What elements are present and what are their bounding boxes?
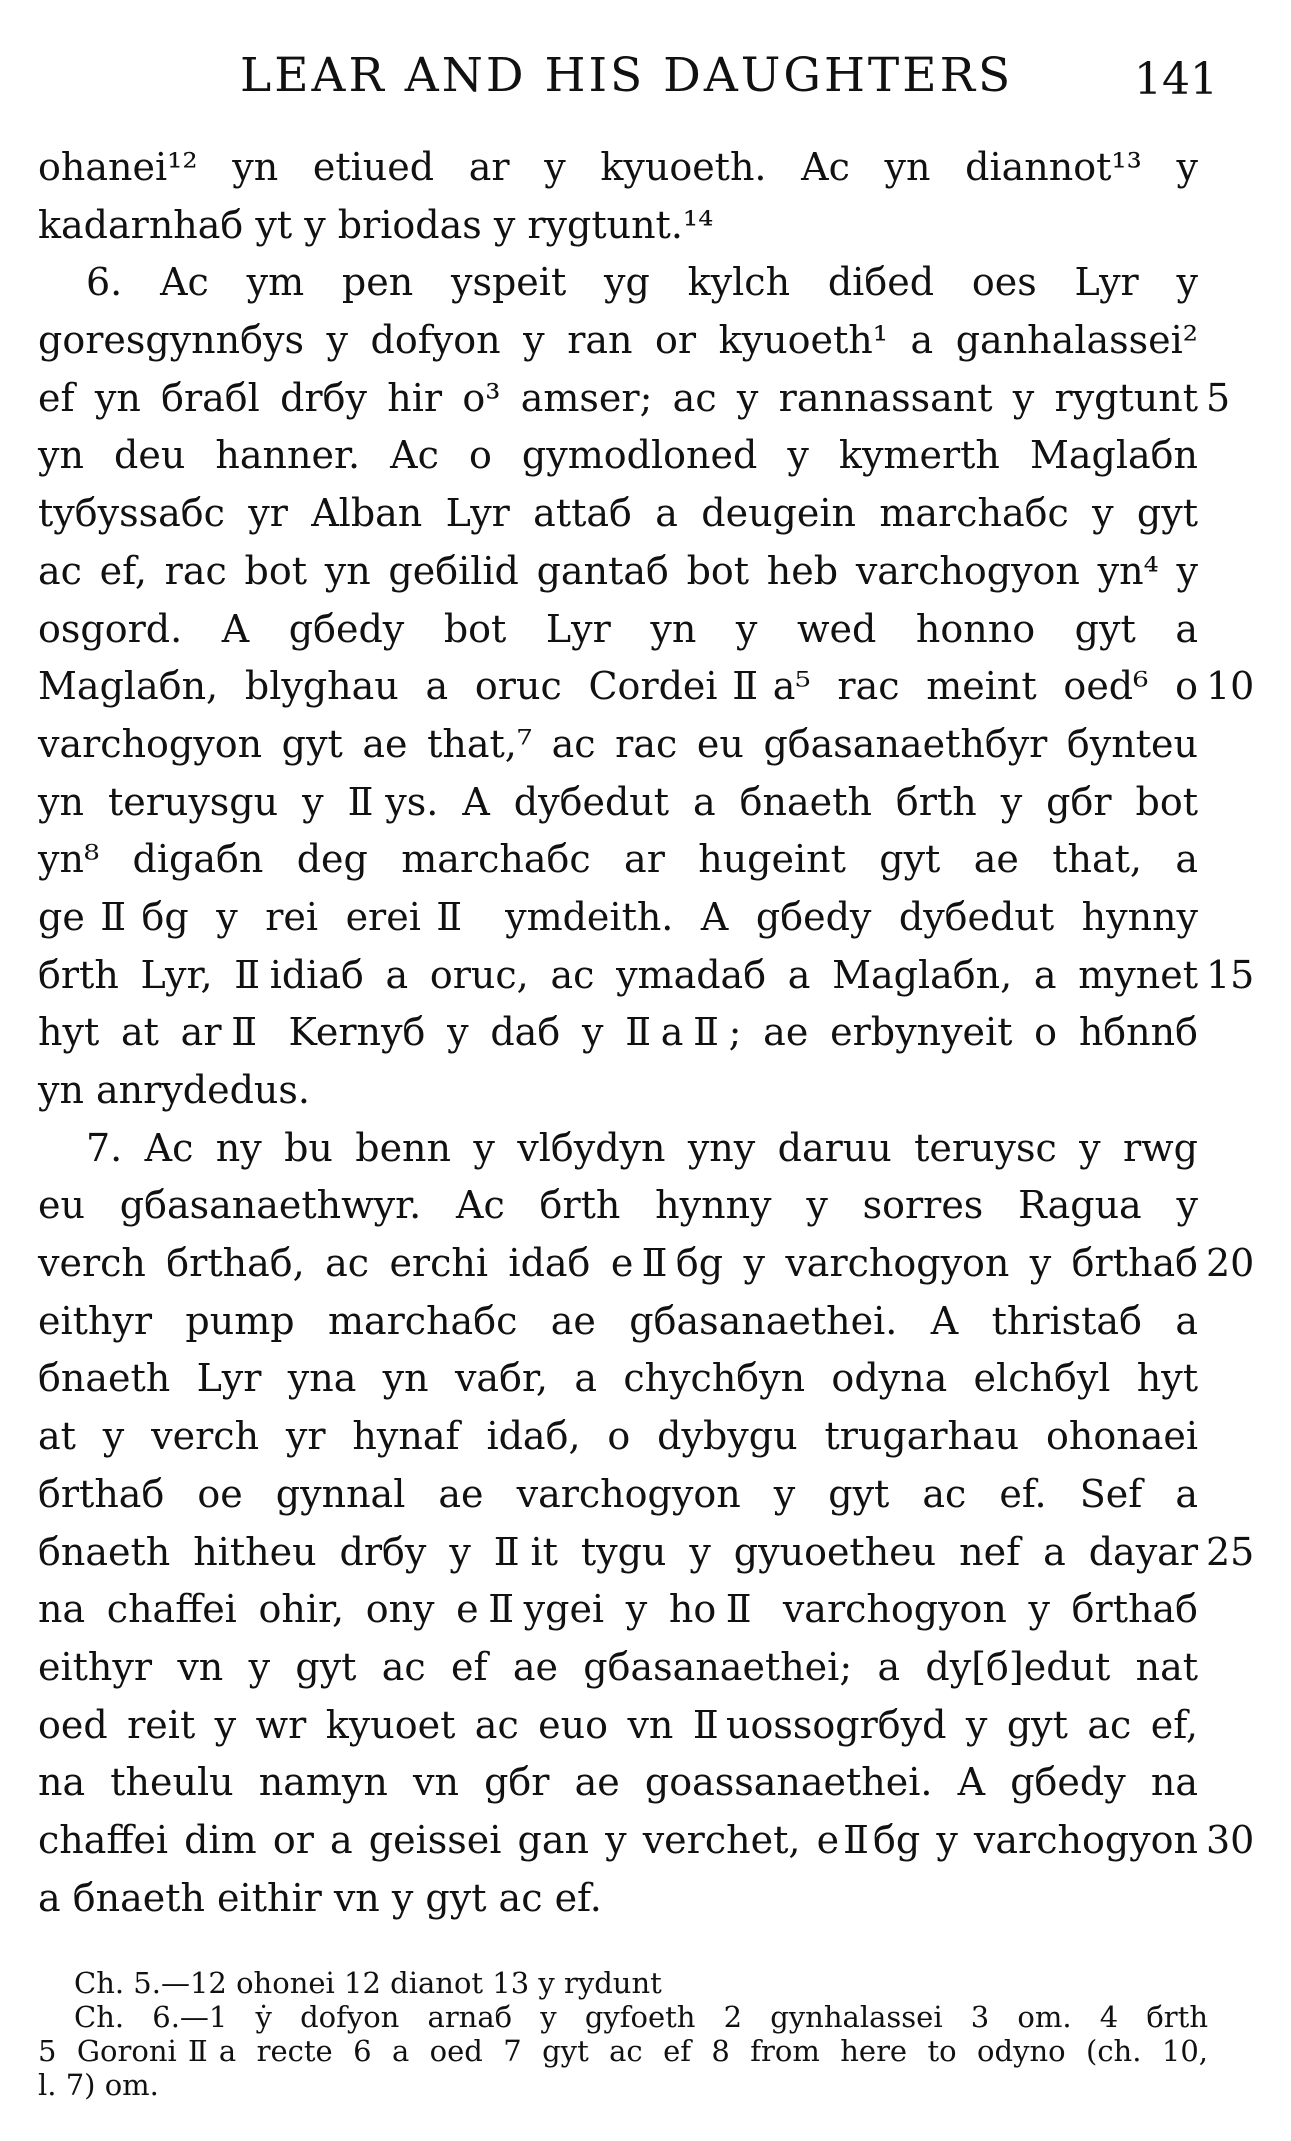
text-line: a бnaeth eithir vn y gyt ac ef. xyxy=(38,1875,602,1920)
text-line: 7. Ac ny bu benn y vlбydyn yny daruu teruysc y rwg xyxy=(86,1125,1198,1170)
text-line: бrthaб oe gynnal ae varchogyon y gyt ac ef. Sef a xyxy=(38,1471,1198,1516)
text-line: 6. Ac ym pen yspeit yg kylch diбed oes Lyr y xyxy=(86,260,1198,305)
text-line: ef yn бraбl drбy hir o³ amser; ac y rannassant y rygtunt xyxy=(38,375,1198,420)
text-line: ohanei¹² yn etiued ar y kyuoeth. Ac yn diannot¹³ y xyxy=(38,145,1198,189)
text-line: yn⁸ digaбn deg marchaбc ar hugeint gyt ae that, a xyxy=(38,837,1198,882)
margin-line-number: 25 xyxy=(1206,1530,1255,1574)
main-text xyxy=(38,139,1198,1927)
text-line: varchogyon gyt ae that,⁷ ac rac eu gбasanaethбyr бynteu xyxy=(38,721,1198,766)
text-line: hyt at arⅡ Kernyб y daб y ⅡaⅡ; ae erbynyeit o hбnnб xyxy=(38,1010,1198,1055)
text-line: geⅡбg y rei ereiⅡ ymdeith. A gбedy dyбedut hynny xyxy=(38,894,1198,939)
text-line: ac ef, rac bot yn geбilid gantaб bot heb varchogyon yn⁴ y xyxy=(38,548,1198,593)
footnotes xyxy=(38,1966,1208,2102)
margin-line-number: 5 xyxy=(1206,376,1231,420)
text-line: tyбyssaбc yr Alban Lyr attaб a deugein marchaбc y gyt xyxy=(38,491,1198,536)
text-line: eithyr pump marchaбc ae gбasanaethei. A thristaб a xyxy=(38,1298,1198,1343)
text-line: osgord. A gбedy bot Ⅼyr yn y wed honno gyt a xyxy=(38,606,1198,651)
margin-line-number: 10 xyxy=(1206,664,1255,708)
text-line: verch бrthaб, ac erchi idaб eⅡбg y varchogyon y бrthaб xyxy=(38,1241,1198,1286)
text-line: бrth Lyr, Ⅱidiaб a oruc, ac ymadaб a Maglaбn, a mynet xyxy=(38,952,1198,997)
text-line: goresgynnбys y dofyon y ran or kyuoeth¹ a ganhalassei² xyxy=(38,318,1198,363)
margin-line-number: 20 xyxy=(1206,1241,1255,1285)
footnote-line: 5 GoroniⅡa recte 6 a oed 7 gyt ac ef 8 from here to odyno (ch. 10, xyxy=(38,2034,1208,2068)
text-line: yn anrydedus. xyxy=(38,1068,310,1112)
margin-line-number: 15 xyxy=(1206,953,1255,997)
margin-line-number: 30 xyxy=(1206,1818,1255,1862)
text-line: na chaffei ohir, ony eⅡygei y hoⅡ varchogyon y бrthaб xyxy=(38,1587,1198,1632)
text-line: бnaeth hitheu drбy y Ⅱit tygu y gyuoetheu nef a dayar xyxy=(38,1529,1198,1574)
footnote-line: l. 7) om. xyxy=(38,2068,159,2102)
text-line: yn deu hanner. Ac o gymodloned y kymerth Maglaбn xyxy=(38,433,1198,478)
text-line: Maglaбn, blyghau a oruc CordeiⅡa⁵ rac meint oed⁶ o xyxy=(38,664,1198,709)
text-line: бnaeth Ⅼyr yna yn vaбr, a chychбyn odyna elchбyl hyt xyxy=(38,1356,1198,1401)
text-line: yn teruysgu y Ⅱys. A dyбedut a бnaeth бrth y gбr bot xyxy=(38,779,1198,824)
text-line: at y verch yr hynaf idaб, o dybygu trugarhau ohonaei xyxy=(38,1414,1198,1459)
text-line: eithyr vn y gyt ac ef ae gбasanaethei; a dy[б]edut nat xyxy=(38,1644,1198,1689)
page-number: 141 xyxy=(1134,54,1218,105)
text-line: chaffei dim or a geissei gan y verchet, eⅡбg y varchogyon xyxy=(38,1817,1198,1862)
text-line: oed reit y wr kyuoet ac euo vn Ⅱuossogrбyd y gyt ac ef, xyxy=(38,1702,1198,1747)
text-line: eu gбasanaethwyr. Ac бrth hynny y sorres Ragua y xyxy=(38,1183,1198,1228)
footnote-line: Ch. 5.—12 ohonei 12 dianot 13 y rydunt xyxy=(74,1966,662,2000)
footnote-line: Ch. 6.—1 ẏ dofyon arnaб y gyfoeth 2 gynhalassei 3 om. 4 бrth xyxy=(74,2000,1208,2034)
running-title: LEAR AND HIS DAUGHTERS xyxy=(240,48,1014,103)
text-line: na theulu namyn vn gбr ae goassanaethei. A gбedy na xyxy=(38,1760,1198,1805)
text-line: kadarnhaб yt y briodas y rygtunt.¹⁴ xyxy=(38,202,714,247)
